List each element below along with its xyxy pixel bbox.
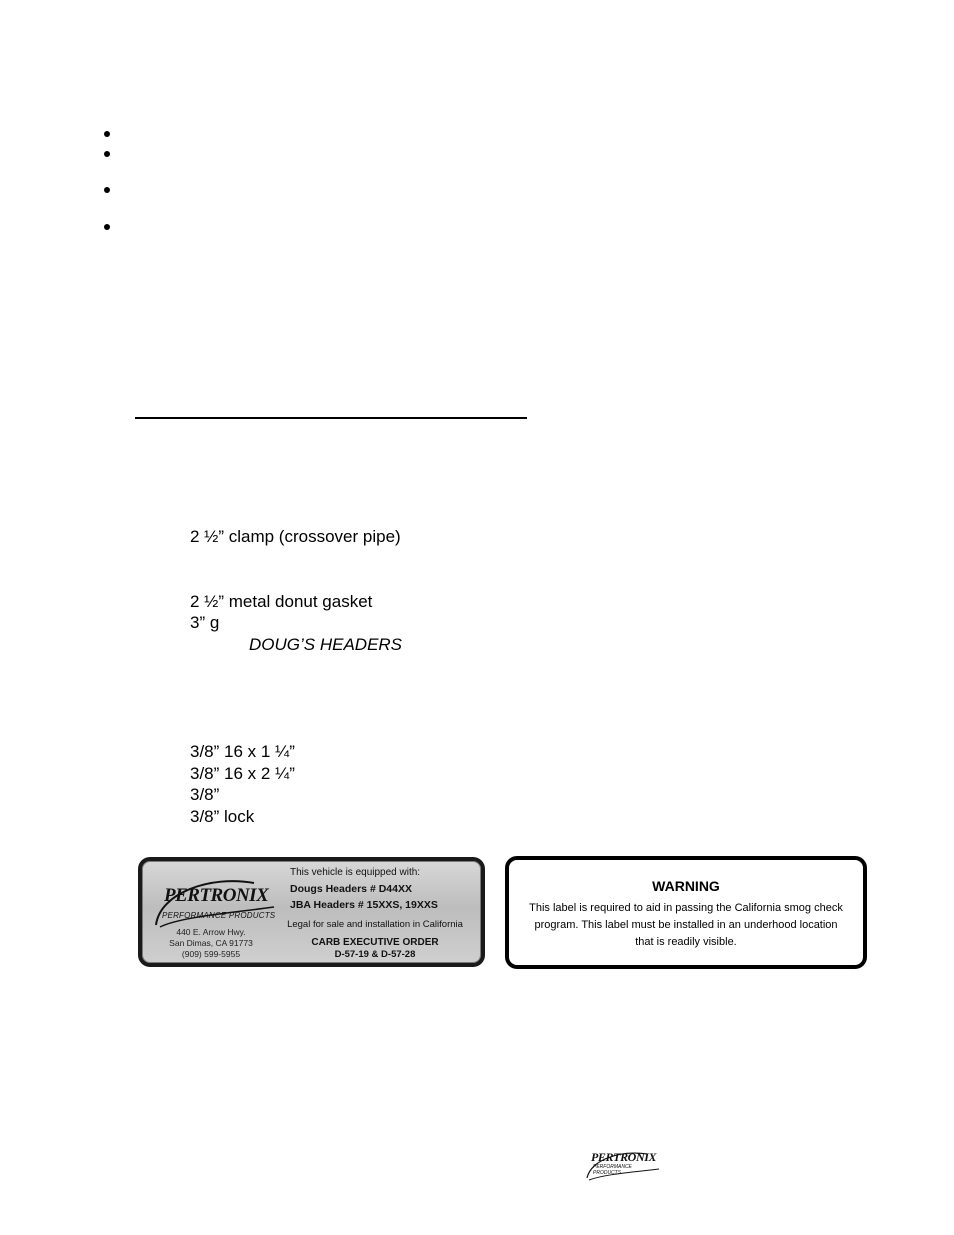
parts-line-lock: 3/8” lock [190, 807, 255, 826]
footer-logo-subtext: PERFORMANCE PRODUCTS [593, 1164, 632, 1176]
parts-line-3in: 3” g [190, 613, 220, 632]
address-line-1: 440 E. Arrow Hwy. [176, 927, 246, 937]
bullet-4 [104, 224, 110, 230]
footer-logo-text: PERTRONIX [591, 1150, 657, 1164]
carb-order-numbers: D-57-19 & D-57-28 [334, 949, 416, 960]
logo-subtext: PERFORMANCE PRODUCTS [162, 911, 276, 920]
parts-line-dougs-headers: DOUG’S HEADERS [249, 635, 403, 654]
parts-line-bolt-1: 3/8” 16 x 1 ¼” [190, 742, 295, 761]
carb-order-title: CARB EXECUTIVE ORDER [311, 937, 439, 948]
equipped-text: This vehicle is equipped with: [290, 867, 421, 878]
parts-line-donut-gasket: 2 ½” metal donut gasket [190, 592, 373, 611]
bullet-3 [104, 187, 110, 193]
logo-text: PERTRONIX [164, 885, 269, 906]
warning-body: This label is required to aid in passing the California smog check program. This label must be installed in an underhood location that is readily visible. [529, 902, 843, 948]
dougs-headers-text: Dougs Headers # D44XX [290, 883, 412, 895]
parts-line-nut: 3/8” [190, 785, 220, 804]
parts-line-bolt-2: 3/8” 16 x 2 ¼” [190, 764, 295, 783]
bullet-1 [104, 131, 110, 137]
section-underline [135, 417, 527, 419]
address-line-3: (909) 599-5955 [181, 949, 241, 959]
warning-title: WARNING [652, 878, 720, 894]
bullet-2 [104, 151, 110, 157]
legal-text: Legal for sale and installation in California [287, 919, 463, 930]
jba-headers-text: JBA Headers # 15XXS, 19XXS [290, 899, 438, 911]
carb-label [138, 857, 485, 967]
warning-label [505, 856, 867, 969]
address-line-2: San Dimas, CA 91773 [169, 938, 253, 948]
pertronix-logo [150, 873, 278, 933]
footer-pertronix-logo [585, 1150, 661, 1182]
parts-line-clamp: 2 ½” clamp (crossover pipe) [190, 527, 401, 546]
